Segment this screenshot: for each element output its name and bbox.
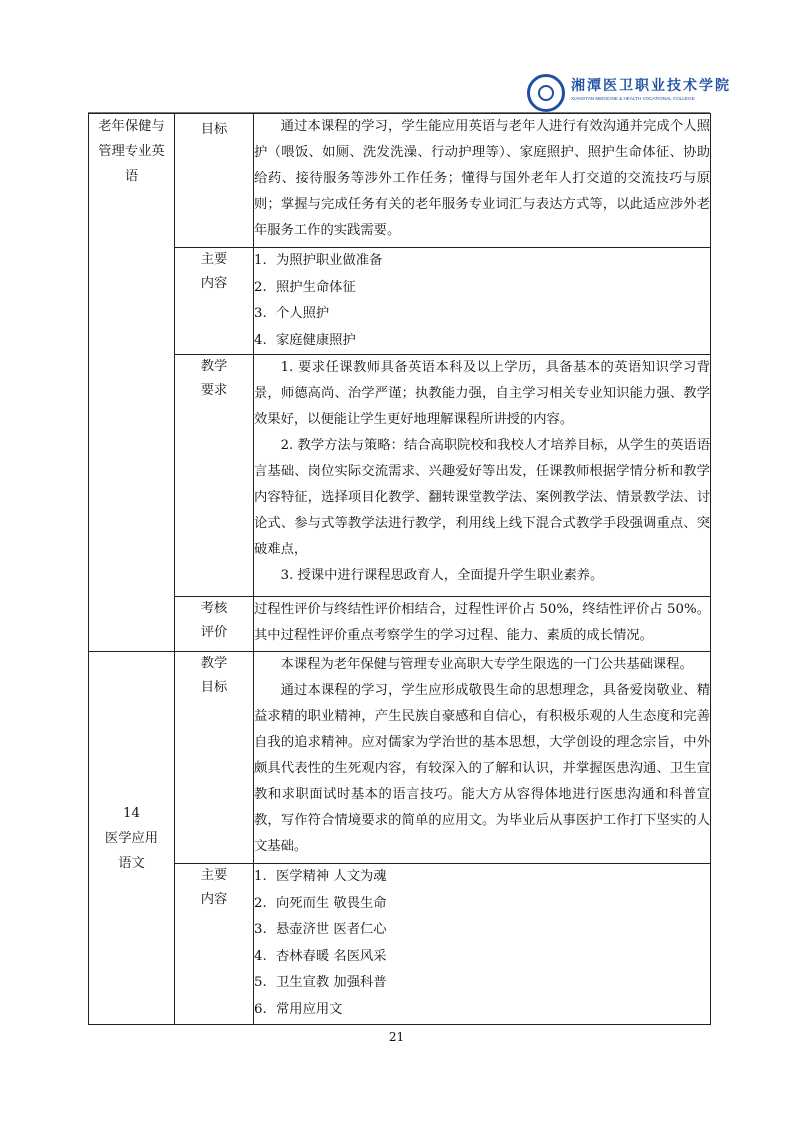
list-item: 4. 杏林春暖 名医风采 <box>254 948 387 964</box>
logo-chinese-name: 湘潭医卫职业技术学院 <box>571 78 731 94</box>
table-row <box>89 114 711 248</box>
course-name-cell <box>89 114 175 652</box>
page-number: 21 <box>388 1030 405 1044</box>
list-item: 6. 常用应用文 <box>254 1001 343 1017</box>
table-row <box>89 652 711 864</box>
content-list <box>254 248 711 355</box>
table-row <box>89 355 711 597</box>
list-item: 3. 个人照护 <box>254 306 330 321</box>
content-cell <box>254 355 711 597</box>
table-row <box>89 864 711 1025</box>
course-name: 医学应用语文 <box>104 830 159 871</box>
logo-english-name: XIANGTAN MEDICINE & HEALTH VOCATIONAL COLLEGE <box>571 96 695 101</box>
row-label: 主要内容 <box>175 248 254 355</box>
curriculum-table <box>88 113 711 1025</box>
list-item: 1. 医学精神 人文为魂 <box>254 869 387 884</box>
paragraph: 1. 要求任课教师具备英语本科及以上学历，具备基本的英语知识学习背景，师德高尚、治学严谨；执教能力强，自主学习相关专业知识能力强、教学效果好，以便能让学生更好地理解课程所讲授的内容。 <box>254 360 710 427</box>
list-item: 2. 照护生命体征 <box>254 279 356 295</box>
list-item: 5. 卫生宣教 加强科普 <box>254 975 387 990</box>
content-cell <box>254 652 711 864</box>
course-name: 老年保健与管理专业英语 <box>98 119 165 184</box>
content-cell <box>254 597 711 652</box>
row-label: 目标 <box>175 114 254 248</box>
college-logo <box>527 72 731 114</box>
row-label: 教学目标 <box>175 652 254 864</box>
list-item: 3. 悬壶济世 医者仁心 <box>254 922 387 937</box>
paragraph: 通过本课程的学习，学生能应用英语与老年人进行有效沟通并完成个人照护（喂饭、如厕、洗发洗澡、行动护理等）、家庭照护、照护生命体征、协助给药、接待服务等涉外工作任务；懂得与国外老年人打交道的交流技巧与原则；掌握与完成任务有关的老年服务专业词汇与表达方式等，以此适应涉外老年服务工作的实践需要。 <box>254 119 710 238</box>
course-name-cell <box>89 652 175 1025</box>
row-label: 主要内容 <box>175 864 254 1025</box>
course-number: 14 <box>123 805 140 821</box>
content-cell <box>254 114 711 248</box>
paragraph: 通过本课程的学习，学生应形成敬畏生命的思想理念，具备爱岗敬业、精益求精的职业精神，产生民族自豪感和自信心，有积极乐观的人生态度和完善自我的追求精神。应对儒家为学治世的基本思想，大学创设的理念宗旨，中外颇具代表性的生死观内容，有较深入的了解和认识，并掌握医患沟通、卫生宣教和求职面试时基本的语言技巧。能大方从容得体地进行医患沟通和科普宣教，写作符合情境要求的简单的应用文。为毕业后从事医护工作打下坚实的人文基础。 <box>254 683 710 854</box>
paragraph: 本课程为老年保健与管理专业高职大专学生限选的一门公共基础课程。 <box>280 657 693 672</box>
table-row <box>89 248 711 355</box>
paragraph: 过程性评价与终结性评价相结合，过程性评价占 50%，终结性评价占 50%。其中过程性评价重点考察学生的学习过程、能力、素质的成长情况。 <box>254 602 710 643</box>
list-item: 2. 向死而生 敬畏生命 <box>254 895 387 911</box>
row-label: 考核评价 <box>175 597 254 652</box>
content-list <box>254 864 711 1025</box>
list-item: 1. 为照护职业做准备 <box>254 253 383 268</box>
paragraph: 3. 授课中进行课程思政育人，全面提升学生职业素养。 <box>280 568 604 583</box>
list-item: 4. 家庭健康照护 <box>254 332 356 348</box>
college-emblem-icon <box>527 74 565 112</box>
paragraph: 2. 教学方法与策略：结合高职院校和我校人才培养目标，从学生的英语语言基础、岗位实际交流需求、兴趣爱好等出发，任课教师根据学情分析和教学内容特征，选择项目化教学、翻转课堂教学法、案例教学法、情景教学法、讨论式、参与式等教学法进行教学，利用线上线下混合式教学手段强调重点、突破难点， <box>254 438 710 557</box>
row-label: 教学要求 <box>175 355 254 597</box>
table-row <box>89 597 711 652</box>
